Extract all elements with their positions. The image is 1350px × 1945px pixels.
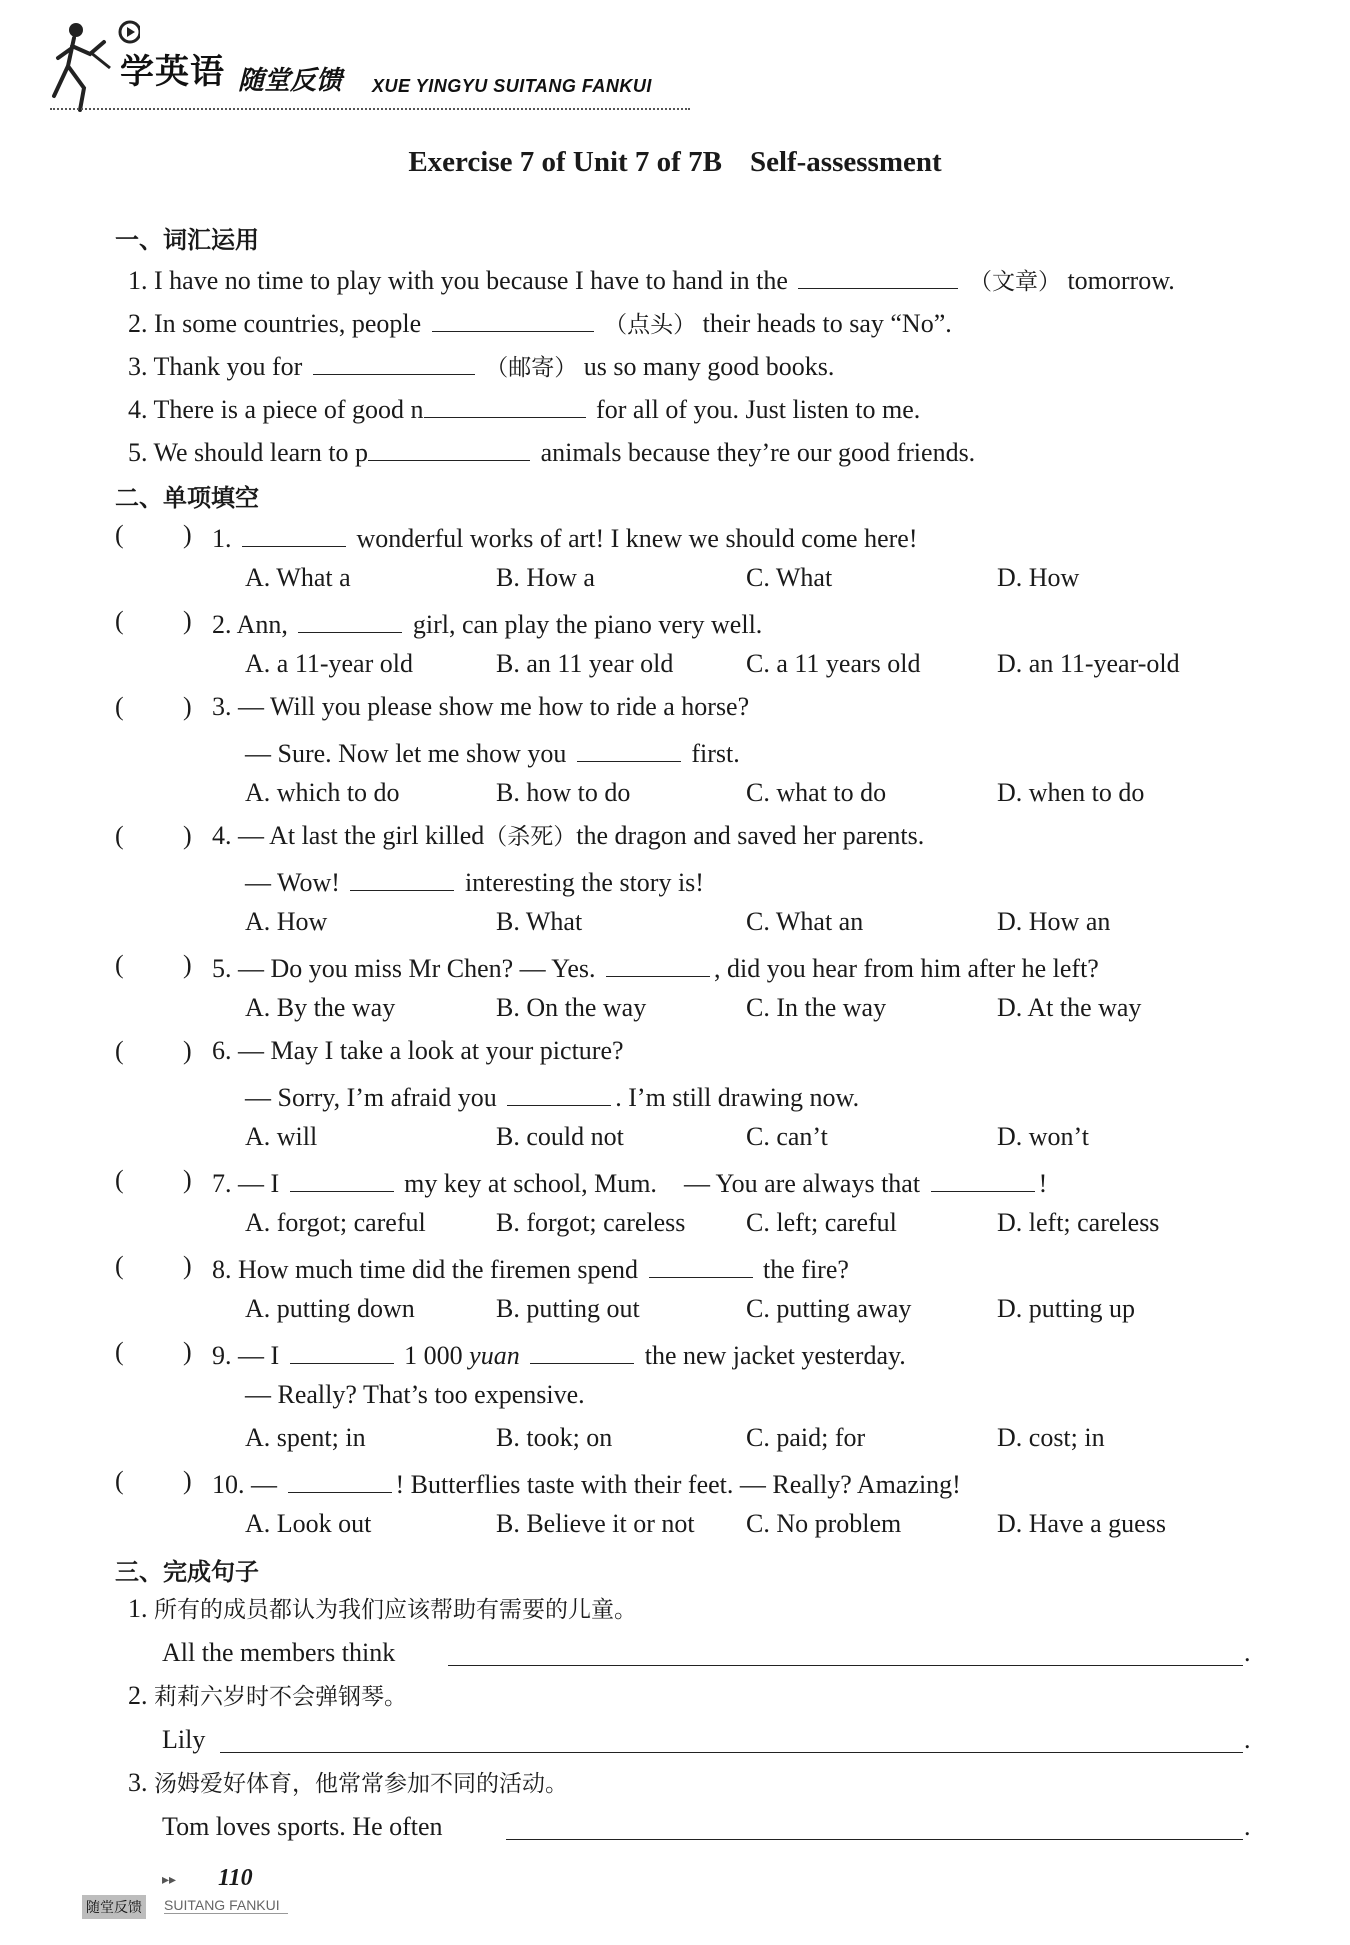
vocab-item-4: 4. There is a piece of good n for all of you. Just listen to me. [128, 391, 920, 425]
section2-heading: 二、单项填空 [115, 484, 259, 512]
option-d[interactable]: D. How [997, 563, 1080, 592]
mc-question-10: 10. — ! Butterflies taste with their feet. — Really? Amazing! [212, 1466, 961, 1500]
period: . [1244, 1812, 1251, 1841]
answer-paren[interactable]: ( ) [115, 1466, 192, 1495]
answer-line[interactable] [448, 1664, 1243, 1666]
vocab-item-3: 3. Thank you for （邮寄） us so many good books. [128, 348, 834, 383]
option-b[interactable]: B. took; on [496, 1423, 613, 1452]
answer-paren[interactable]: ( ) [115, 1337, 192, 1366]
period: . [1244, 1638, 1251, 1667]
answer-paren[interactable]: ( ) [115, 520, 192, 549]
option-b[interactable]: B. could not [496, 1122, 624, 1151]
option-a[interactable]: A. spent; in [245, 1423, 366, 1452]
answer-paren[interactable]: ( ) [115, 1251, 192, 1280]
translate-item-2-en: Lily [162, 1725, 206, 1754]
option-c[interactable]: C. No problem [746, 1509, 902, 1538]
answer-line[interactable] [220, 1751, 1243, 1753]
answer-paren[interactable]: ( ) [115, 1036, 192, 1065]
mc-question-7: 7. — I my key at school, Mum. — You are always that ! [212, 1165, 1047, 1199]
mc-question-9-reply: — Really? That’s too expensive. [245, 1380, 585, 1409]
mc-question-8: 8. How much time did the firemen spend the fire? [212, 1251, 849, 1285]
option-c[interactable]: C. can’t [746, 1122, 828, 1151]
answer-blank [577, 735, 681, 762]
answer-blank [288, 1466, 392, 1493]
answer-blank [290, 1165, 394, 1192]
header [50, 18, 690, 118]
option-a[interactable]: A. What a [245, 563, 351, 592]
option-c[interactable]: C. What an [746, 907, 864, 936]
option-d[interactable]: D. won’t [997, 1122, 1089, 1151]
option-b[interactable]: B. What [496, 907, 583, 936]
option-c[interactable]: C. a 11 years old [746, 649, 921, 678]
answer-blank[interactable] [798, 262, 958, 289]
answer-blank[interactable] [424, 391, 586, 418]
answer-blank[interactable] [313, 348, 475, 375]
section1-heading: 一、词汇运用 [115, 226, 259, 254]
translate-item-3-cn: 3. 汤姆爱好体育，他常常参加不同的活动。 [128, 1768, 568, 1797]
answer-blank [350, 864, 454, 891]
option-d[interactable]: D. Have a guess [997, 1509, 1166, 1538]
vocab-item-5: 5. We should learn to p animals because they’re our good friends. [128, 434, 975, 468]
vocab-item-1: 1. I have no time to play with you because I have to hand in the （文章） tomorrow. [128, 262, 1175, 297]
option-b[interactable]: B. forgot; careless [496, 1208, 686, 1237]
section3-heading: 三、完成句子 [115, 1558, 259, 1586]
option-d[interactable]: D. putting up [997, 1294, 1135, 1323]
mc-question-4-reply: — Wow! interesting the story is! [245, 864, 704, 898]
answer-blank [298, 606, 402, 633]
header-subtitle-cn: 随堂反馈 [238, 66, 343, 96]
page-number: 110 [218, 1865, 253, 1891]
answer-blank [649, 1251, 753, 1278]
answer-blank[interactable] [368, 434, 530, 461]
header-title-en: XUE YINGYU SUITANG FANKUI [372, 76, 652, 96]
option-a[interactable]: A. putting down [245, 1294, 415, 1323]
answer-blank[interactable] [432, 305, 594, 332]
option-b[interactable]: B. On the way [496, 993, 647, 1022]
answer-blank [931, 1165, 1035, 1192]
answer-paren[interactable]: ( ) [115, 950, 192, 979]
answer-blank [606, 950, 710, 977]
translate-item-2-cn: 2. 莉莉六岁时不会弹钢琴。 [128, 1681, 407, 1710]
vocab-item-2: 2. In some countries, people （点头） their heads to say “No”. [128, 305, 952, 340]
option-d[interactable]: D. cost; in [997, 1423, 1105, 1452]
mc-question-6: 6. — May I take a look at your picture? [212, 1036, 624, 1065]
answer-line[interactable] [506, 1838, 1243, 1840]
mc-question-6-reply: — Sorry, I’m afraid you . I’m still drawing now. [245, 1079, 859, 1113]
mc-question-3-reply: — Sure. Now let me show you first. [245, 735, 740, 769]
mc-question-1: 1. wonderful works of art! I knew we should come here! [212, 520, 917, 554]
footer-badge: 随堂反馈 [82, 1895, 146, 1919]
period: . [1244, 1725, 1251, 1754]
answer-paren[interactable]: ( ) [115, 821, 192, 850]
option-d[interactable]: D. How an [997, 907, 1111, 936]
option-a[interactable]: A. How [245, 907, 328, 936]
option-b[interactable]: B. how to do [496, 778, 631, 807]
option-b[interactable]: B. How a [496, 563, 595, 592]
mc-question-5: 5. — Do you miss Mr Chen? — Yes. , did you hear from him after he left? [212, 950, 1099, 984]
page-title [0, 146, 1350, 179]
header-title-cn: 学英语 [120, 52, 225, 92]
option-c[interactable]: C. paid; for [746, 1423, 866, 1452]
translate-item-3-en: Tom loves sports. He often [162, 1812, 443, 1841]
answer-paren[interactable]: ( ) [115, 1165, 192, 1194]
option-a[interactable]: A. which to do [245, 778, 400, 807]
option-a[interactable]: A. forgot; careful [245, 1208, 426, 1237]
option-a[interactable]: A. By the way [245, 993, 396, 1022]
option-a[interactable]: A. will [245, 1122, 318, 1151]
option-b[interactable]: B. an 11 year old [496, 649, 674, 678]
option-c[interactable]: C. left; careful [746, 1208, 897, 1237]
option-b[interactable]: B. putting out [496, 1294, 640, 1323]
answer-blank [530, 1337, 634, 1364]
option-c[interactable]: C. what to do [746, 778, 887, 807]
footer-en: SUITANG FANKUI [164, 1897, 288, 1914]
header-divider [50, 108, 690, 110]
translate-item-1-cn: 1. 所有的成员都认为我们应该帮助有需要的儿童。 [128, 1594, 637, 1623]
option-d[interactable]: D. an 11-year-old [997, 649, 1180, 678]
translate-item-1-en: All the members think [162, 1638, 396, 1667]
option-d[interactable]: D. left; careless [997, 1208, 1160, 1237]
answer-paren[interactable]: ( ) [115, 606, 192, 635]
option-d[interactable]: D. At the way [997, 993, 1142, 1022]
answer-paren[interactable]: ( ) [115, 692, 192, 721]
mc-question-3: 3. — Will you please show me how to ride a horse? [212, 692, 750, 721]
option-c[interactable]: C. putting away [746, 1294, 912, 1323]
footer-arrow-icon: ▸▸ [162, 1872, 177, 1888]
option-a[interactable]: A. a 11-year old [245, 649, 413, 678]
mc-question-4: 4. — At last the girl killed（杀死）the dragon and saved her parents. [212, 821, 925, 850]
option-c[interactable]: C. In the way [746, 993, 887, 1022]
option-d[interactable]: D. when to do [997, 778, 1145, 807]
title-main: Exercise 7 of Unit 7 of 7B [408, 146, 722, 178]
option-c[interactable]: C. What [746, 563, 833, 592]
title-sub: Self-assessment [749, 146, 942, 178]
option-b[interactable]: B. Believe it or not [496, 1509, 695, 1538]
mc-question-2: 2. Ann, girl, can play the piano very well. [212, 606, 762, 640]
answer-blank [242, 520, 346, 547]
option-a[interactable]: A. Look out [245, 1509, 372, 1538]
answer-blank [507, 1079, 611, 1106]
answer-blank [290, 1337, 394, 1364]
mc-question-9: 9. — I 1 000 yuan the new jacket yesterday. [212, 1337, 906, 1371]
